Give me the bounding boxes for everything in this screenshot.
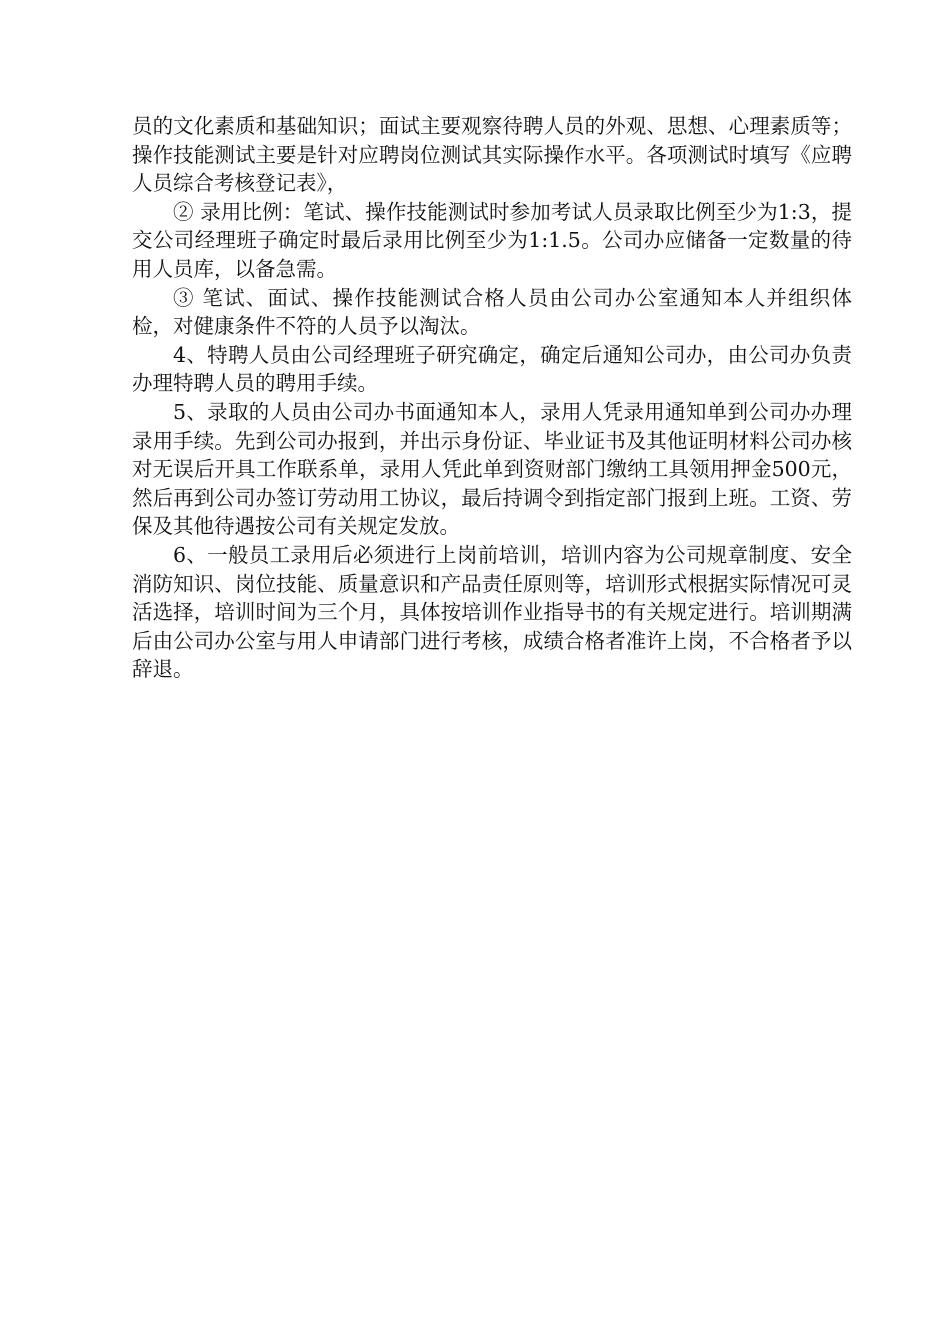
- paragraph-onboarding-procedure: 5、录取的人员由公司办书面通知本人，录用人凭录用通知单到公司办办理录用手续。先到公司办报到，并出示身份证、毕业证书及其他证明材料公司办核对无误后开具工作联系单，录用人凭此单到资财部门缴纳工具领用押金500元，然后再到公司办签订劳动用工协议，最后持调令到指定部门报到上班。工资、劳保及其他待遇按公司有关规定发放。: [132, 399, 852, 539]
- document-body: [132, 112, 852, 684]
- paragraph-training: 6、一般员工录用后必须进行上岗前培训，培训内容为公司规章制度、安全消防知识、岗位技能、质量意识和产品责任原则等，培训形式根据实际情况可灵活选择，培训时间为三个月，具体按培训作业指导书的有关规定进行。培训期满后由公司办公室与用人申请部门进行考核，成绩合格者准许上岗，不合格者予以辞退。: [132, 542, 852, 682]
- paragraph-medical-check: ③ 笔试、面试、操作技能测试合格人员由公司办公室通知本人并组织体检，对健康条件不符的人员予以淘汰。: [132, 285, 852, 339]
- paragraph-hiring-ratio: ② 录用比例：笔试、操作技能测试时参加考试人员录取比例至少为1:3，提交公司经理班子确定时最后录用比例至少为1:1.5。公司办应储备一定数量的待用人员库，以备急需。: [132, 199, 852, 281]
- paragraph-test-requirements: 员的文化素质和基础知识；面试主要观察待聘人员的外观、思想、心理素质等；操作技能测试主要是针对应聘岗位测试其实际操作水平。各项测试时填写《应聘人员综合考核登记表》，: [132, 114, 852, 196]
- paragraph-special-hires: 4、特聘人员由公司经理班子研究确定，确定后通知公司办，由公司办负责办理特聘人员的聘用手续。: [132, 342, 852, 396]
